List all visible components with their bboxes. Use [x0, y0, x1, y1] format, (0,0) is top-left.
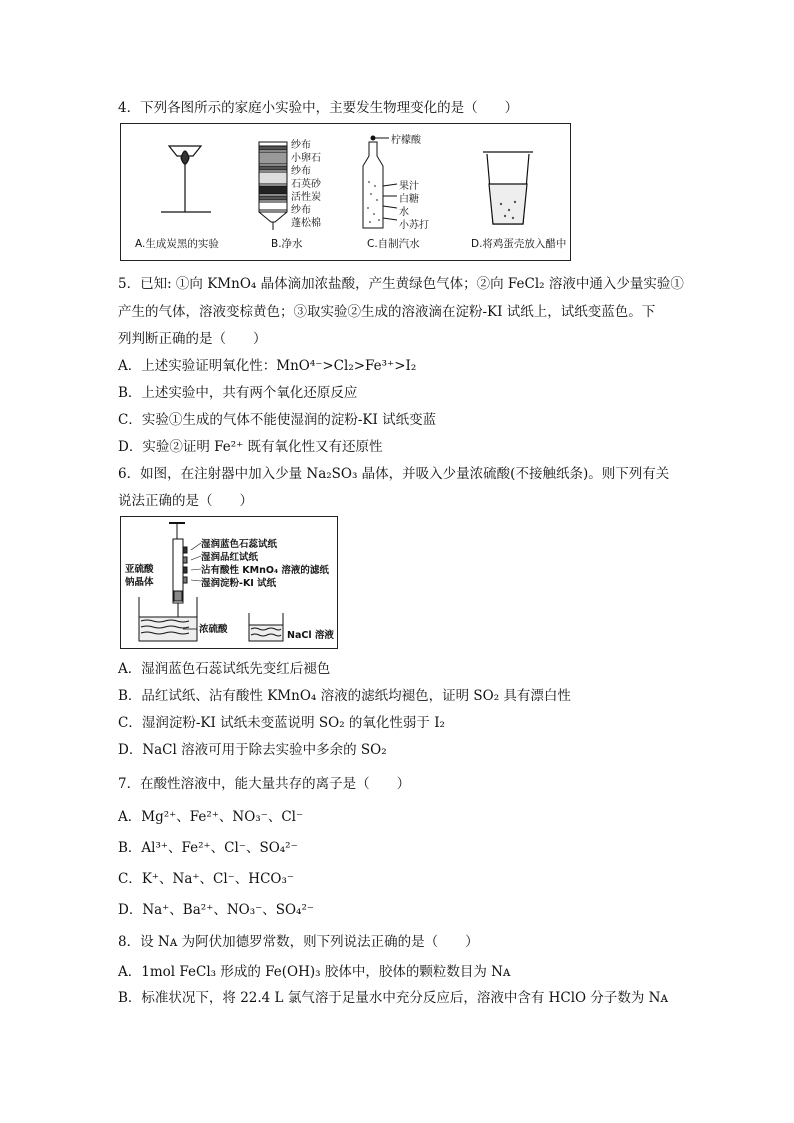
q5-option-b: B．上述实验中，共有两个氧化还原反应 [118, 385, 358, 401]
q5-stem-1: 5．已知: ①向 KMnO₄ 晶体滴加浓盐酸，产生黄绿色气体；②向 FeCl₂ 溶液中通入少量实验① [118, 276, 684, 292]
syringe-icon [169, 523, 187, 629]
q7-option-a: A．Mg²⁺、Fe²⁺、NO₃⁻、Cl⁻ [118, 809, 304, 825]
q5-stem-3: 列判断正确的是（ ） [118, 331, 267, 347]
beaker-left-icon [139, 597, 197, 641]
q4-figure [120, 123, 571, 261]
bottle-label-1: 柠檬酸 [391, 135, 421, 146]
water-filter-icon [259, 142, 287, 230]
q6-stem-1: 6．如图，在注射器中加入少量 Na₂SO₃ 晶体，并吸入少量浓硫酸(不接触纸条)。则下列有关 [118, 466, 670, 482]
paper-label-3: 沾有酸性 KMnO₄ 溶液的滤纸 [201, 565, 329, 576]
flame-apparatus-icon [161, 146, 211, 212]
beaker-right-icon [249, 613, 283, 641]
q7-option-b: B．Al³⁺、Fe²⁺、Cl⁻、SO₄²⁻ [118, 840, 298, 856]
q5-stem-2: 产生的气体，溶液变棕黄色；③取实验②生成的溶液滴在淀粉-KI 试纸上，试纸变蓝色。下 [118, 304, 656, 320]
filter-label-1: 纱布 [291, 140, 311, 151]
vinegar-cup-icon [483, 152, 533, 224]
q8-stem: 8．设 Nᴀ 为阿伏加德罗常数，则下列说法正确的是（ ） [118, 934, 479, 950]
q6-option-c: C．湿润淀粉-KI 试纸未变蓝说明 SO₂ 的氧化性弱于 I₂ [118, 715, 445, 731]
q5-option-d: D．实验②证明 Fe²⁺ 既有氧化性又有还原性 [118, 439, 383, 455]
caption-d: D.将鸡蛋壳放入醋中 [471, 238, 567, 250]
caption-c: C.自制汽水 [367, 238, 420, 250]
q8-option-a: A．1mol FeCl₃ 形成的 Fe(OH)₃ 胶体中，胶体的颗粒数目为 Nᴀ [118, 964, 511, 980]
filter-label-6: 纱布 [291, 205, 311, 216]
paper-label-1: 湿润蓝色石蕊试纸 [201, 539, 278, 550]
paper-label-2: 湿润品红试纸 [201, 552, 259, 563]
filter-label-2: 小卵石 [291, 153, 321, 164]
bottle-label-4: 水 [399, 207, 409, 218]
bottle-label-5: 小苏打 [399, 220, 429, 231]
crystal-label-1: 亚硫酸 [125, 564, 154, 575]
q7-option-c: C．K⁺、Na⁺、Cl⁻、HCO₃⁻ [118, 871, 295, 887]
caption-a: A.生成炭黑的实验 [135, 238, 219, 250]
caption-b: B.净水 [271, 238, 303, 250]
q5-option-c: C．实验①生成的气体不能使湿润的淀粉-KI 试纸变蓝 [118, 412, 437, 428]
q6-figure [120, 516, 338, 649]
crystal-label-2: 钠晶体 [125, 577, 154, 588]
q6-option-b: B．品红试纸、沾有酸性 KMnO₄ 溶液的滤纸均褪色，证明 SO₂ 具有漂白性 [118, 688, 571, 704]
q7-option-d: D．Na⁺、Ba²⁺、NO₃⁻、SO₄²⁻ [118, 902, 315, 918]
filter-label-5: 活性炭 [291, 192, 321, 203]
q6-stem-2: 说法正确的是（ ） [118, 493, 253, 509]
q7-stem: 7．在酸性溶液中，能大量共存的离子是（ ） [118, 776, 411, 792]
filter-label-4: 石英砂 [291, 179, 321, 190]
nacl-label: NaCl 溶液 [287, 630, 334, 641]
filter-label-3: 纱布 [291, 166, 311, 177]
bottle-label-2: 果汁 [399, 181, 419, 192]
bottle-label-3: 白糖 [399, 194, 419, 205]
q6-option-d: D．NaCl 溶液可用于除去实验中多余的 SO₂ [118, 742, 387, 758]
filter-label-7: 蓬松棉 [291, 218, 321, 229]
q6-option-a: A．湿润蓝色石蕊试纸先变红后褪色 [118, 661, 331, 677]
q8-option-b: B．标准状况下，将 22.4 L 氯气溶于足量水中充分反应后，溶液中含有 HClO 分子数为 Nᴀ [118, 990, 669, 1006]
paper-label-4: 湿润淀粉-KI 试纸 [201, 578, 277, 589]
q5-option-a: A．上述实验证明氧化性：MnO⁴⁻>Cl₂>Fe³⁺>I₂ [118, 358, 417, 374]
soda-bottle-icon [363, 136, 397, 228]
acid-label: 浓硫酸 [199, 624, 228, 635]
q4-stem: 4．下列各图所示的家庭小实验中，主要发生物理变化的是（ ） [118, 100, 519, 116]
